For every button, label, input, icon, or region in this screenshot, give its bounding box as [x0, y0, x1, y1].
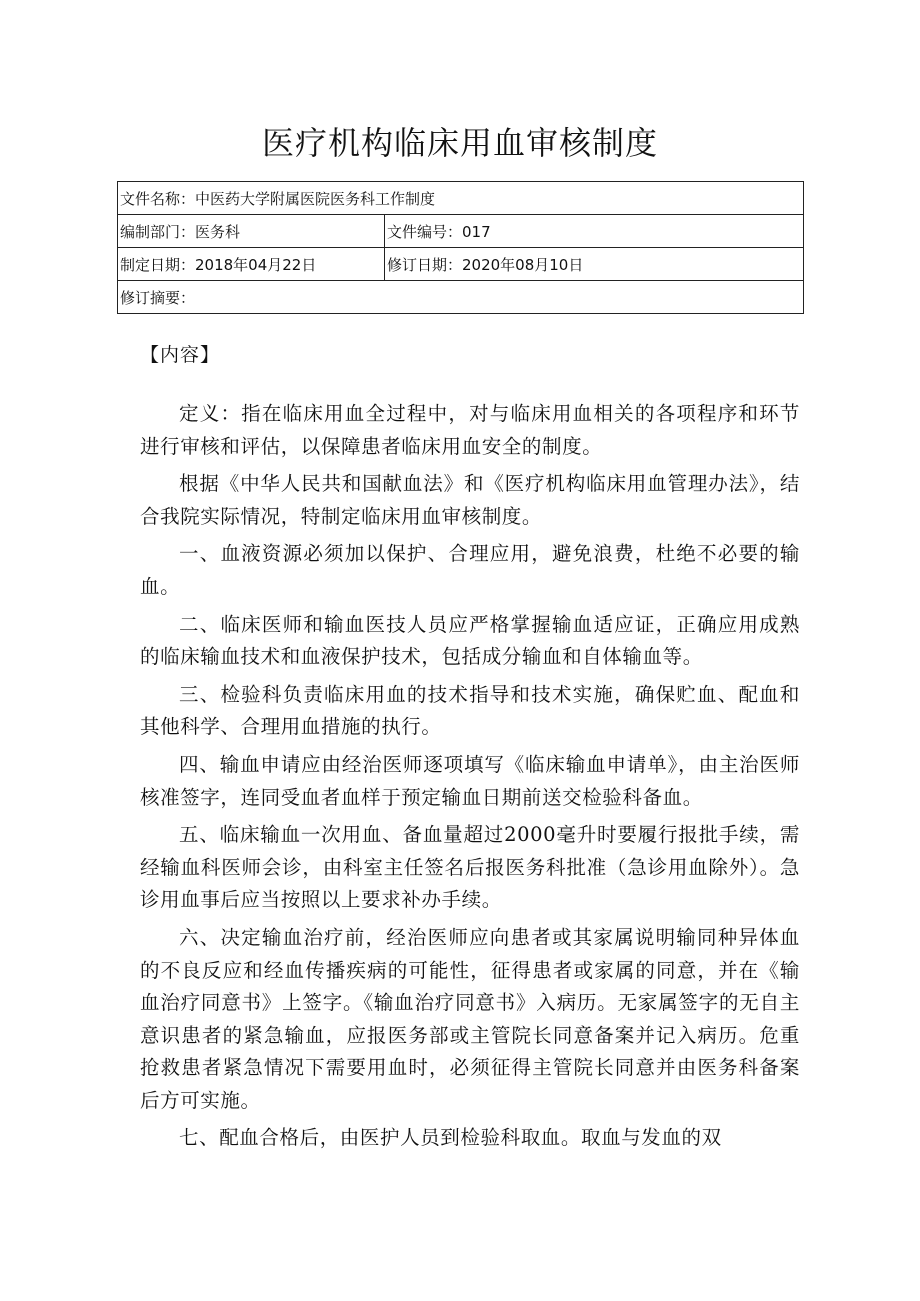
document-body	[140, 398, 800, 1160]
info-row-revision	[118, 281, 804, 314]
paragraph-5: 五、临床输血一次用血、备血量超过2000毫升时要履行报批手续，需经输血科医师会诊，由科室主任签名后报医务科批准（急诊用血除外）。急诊用血事后应当按照以上要求补办手续。	[140, 823, 800, 912]
info-row-department	[118, 215, 804, 248]
revised-date-cell: 修订日期：2020年08月10日	[385, 248, 804, 281]
paragraph-1: 一、血液资源必须加以保护、合理应用，避免浪费，杜绝不必要的输血。	[140, 542, 800, 598]
document-title: 医疗机构临床用血审核制度	[261, 124, 658, 162]
info-row-file-name	[118, 182, 804, 215]
paragraph-2: 二、临床医师和输血医技人员应严格掌握输血适应证，正确应用成熟的临床输血技术和血液保护技术，包括成分输血和自体输血等。	[140, 612, 800, 669]
section-heading: 【内容】	[140, 344, 221, 366]
paragraph-6: 六、决定输血治疗前，经治医师应向患者或其家属说明输同种异体血的不良反应和经血传播疾病的可能性，征得患者或家属的同意，并在《输血治疗同意书》上签字。《输血治疗同意书》入病历。无家属签字的无自主意识患者的紧急输血，应报医务部或主管院长同意备案并记入病历。危重抢救患者紧急情况下需要用血时，必须征得主管院长同意并由医务科备案后方可实施。	[140, 925, 800, 1112]
department-cell: 编制部门：医务科	[118, 215, 385, 248]
document-info-table	[117, 181, 804, 314]
paragraph-3: 三、检验科负责临床用血的技术指导和技术实施，确保贮血、配血和其他科学、合理用血措施的执行。	[140, 682, 800, 739]
paragraph-4: 四、输血申请应由经治医师逐项填写《临床输血申请单》，由主治医师核准签字，连同受血者血样于预定输血日期前送交检验科备血。	[140, 752, 800, 809]
paragraph-definition: 定义：指在临床用血全过程中，对与临床用血相关的各项程序和环节进行审核和评估，以保障患者临床用血安全的制度。	[140, 402, 800, 458]
revision-summary-cell: 修订摘要：	[118, 281, 804, 314]
paragraph-basis: 根据《中华人民共和国献血法》和《医疗机构临床用血管理办法》，结合我院实际情况，特制定临床用血审核制度。	[140, 472, 800, 528]
file-name-cell: 文件名称：中医药大学附属医院医务科工作制度	[118, 182, 804, 215]
file-number-cell: 文件编号：017	[385, 215, 804, 248]
info-row-dates	[118, 248, 804, 281]
paragraph-7: 七、配血合格后，由医护人员到检验科取血。取血与发血的双	[179, 1126, 722, 1150]
created-date-cell: 制定日期：2018年04月22日	[118, 248, 385, 281]
